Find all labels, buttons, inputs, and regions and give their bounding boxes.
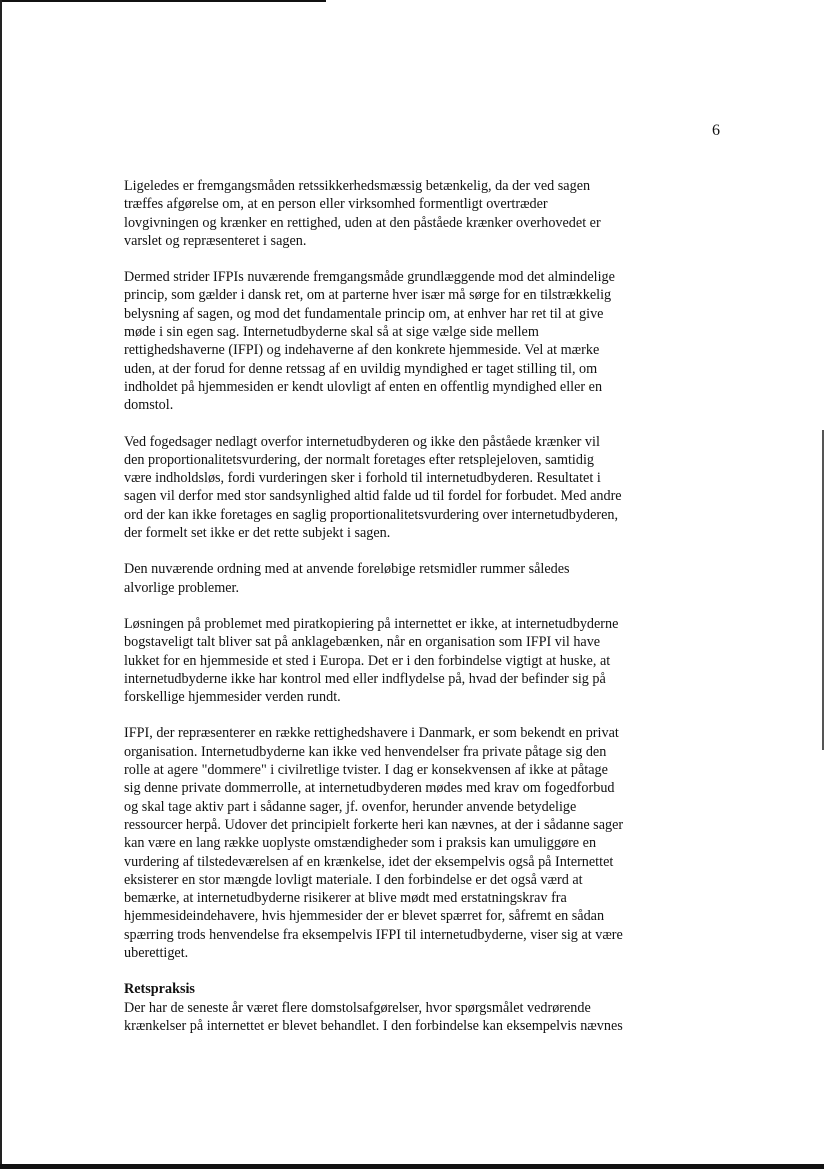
text-line: ressourcer herpå. Udover det principielt forkerte heri kan nævnes, at der i sådanne sager bbox=[124, 816, 624, 833]
text-line: kan være en lang række uoplyste omstændigheder som i praksis kan umuliggøre en bbox=[124, 835, 597, 852]
scan-edge-left bbox=[0, 0, 2, 1169]
text-line: eksisterer en stor mængde lovligt materiale. I den forbindelse er det også værd at bbox=[124, 871, 583, 888]
paragraph-4 bbox=[124, 560, 684, 597]
text-line: sig denne private dommerrolle, at internetudbyderen mødes med krav om fogedforbud bbox=[124, 780, 615, 797]
paragraph-3 bbox=[124, 433, 684, 543]
text-line: uberettiget. bbox=[124, 944, 189, 961]
text-line: princip, som gælder i dansk ret, om at parterne hver især må sørge for en tilstrækkelig bbox=[124, 287, 612, 304]
section-retspraksis bbox=[124, 980, 684, 1035]
paragraph-5 bbox=[124, 615, 684, 706]
text-line: Den nuværende ordning med at anvende foreløbige retsmidler rummer således bbox=[124, 561, 570, 578]
text-line: Ligeledes er fremgangsmåden retssikkerhedsmæssig betænkelig, da der ved sagen bbox=[124, 178, 591, 194]
text-line: den proportionalitetsvurdering, der normalt foretages efter retsplejeloven, samtidig bbox=[124, 451, 595, 468]
text-line: Der har de seneste år været flere domstolsafgørelser, hvor spørgsmålet vedrørende bbox=[124, 999, 591, 1016]
text-line: lukket for en hjemmeside et sted i Europa. Det er i den forbindelse vigtigt at huske, at bbox=[124, 652, 611, 669]
text-line: bogstaveligt talt bliver sat på anklagebænken, når en organisation som IFPI vil have bbox=[124, 634, 601, 651]
text-line: uden, at der forud for denne retssag af en uvildig myndighed er taget stilling til, om bbox=[124, 360, 598, 377]
document-body bbox=[124, 177, 684, 1035]
scan-edge-bottom bbox=[0, 1164, 824, 1169]
paragraph-2 bbox=[124, 268, 684, 414]
text-line: bemærke, at internetudbyderne risikerer at blive mødt med erstatningskrav fra bbox=[124, 890, 567, 907]
text-line: indholdet på hjemmesiden er kendt ulovligt af enten en offentlig myndighed eller en bbox=[124, 378, 603, 395]
paragraph-6 bbox=[124, 724, 684, 962]
text-line: Ved fogedsager nedlagt overfor internetudbyderen og ikke den påståede krænker vil bbox=[124, 433, 600, 450]
text-line: spærring trods henvendelse fra eksempelvis IFPI til internetudbyderne, viser sig at være bbox=[124, 926, 623, 943]
text-line: der formelt set ikke er det rette subjekt i sagen. bbox=[124, 525, 391, 542]
text-line: alvorlige problemer. bbox=[124, 579, 240, 596]
scan-edge-top bbox=[0, 0, 326, 2]
text-line: forskellige hjemmesider verden rundt. bbox=[124, 689, 341, 706]
text-line: rettighedshaverne (IFPI) og indehaverne af den konkrete hjemmeside. Vel at mærke bbox=[124, 342, 600, 359]
text-line: organisation. Internetudbyderne kan ikke ved henvendelser fra private påtage sig den bbox=[124, 743, 607, 760]
text-line: krænkelser på internettet er blevet behandlet. I den forbindelse kan eksempelvis nævnes bbox=[124, 1017, 623, 1034]
text-line: varslet og repræsenteret i sagen. bbox=[124, 232, 307, 249]
page-number: 6 bbox=[712, 122, 720, 139]
text-line: træffes afgørelse om, at en person eller virksomhed formentligt overtræder bbox=[124, 196, 548, 213]
section-heading: Retspraksis bbox=[124, 981, 195, 998]
text-line: domstol. bbox=[124, 397, 174, 414]
text-line: Løsningen på problemet med piratkopiering på internettet er ikke, at internetudbyderne bbox=[124, 615, 619, 632]
text-line: rolle at agere "dommere" i civilretlige tvister. I dag er konsekvensen af ikke at påtage bbox=[124, 762, 608, 779]
text-line: belysning af sagen, og mod det fundamentale princip om, at enhver har ret til at give bbox=[124, 305, 604, 322]
text-line: hjemmesideindehavere, hvis hjemmesider der er blevet spærret for, såfremt en sådan bbox=[124, 908, 605, 925]
paragraph-1 bbox=[124, 177, 684, 250]
text-line: være indholdsløs, fordi vurderingen sker i forhold til internetudbyderen. Resultatet i bbox=[124, 470, 601, 487]
text-line: IFPI, der repræsenterer en række rettighedshavere i Danmark, er som bekendt en privat bbox=[124, 725, 619, 742]
text-line: sagen vil derfor med stor sandsynlighed altid falde ud til fordel for forbudet. Med andre bbox=[124, 488, 622, 505]
text-line: Dermed strider IFPIs nuværende fremgangsmåde grundlæggende mod det almindelige bbox=[124, 269, 615, 286]
text-line: møde i sin egen sag. Internetudbyderne skal så at sige vælge side mellem bbox=[124, 324, 539, 341]
text-line: lovgivningen og krænker en rettighed, uden at den påståede krænker overhovedet er bbox=[124, 214, 601, 231]
text-line: ord der kan ikke foretages en saglig proportionalitetsvurdering over internetudbyderen, bbox=[124, 506, 619, 523]
text-line: vurdering af tilstedeværelsen af en krænkelse, idet der eksempelvis også på Internettet bbox=[124, 853, 614, 870]
text-line: og skal tage aktiv part i sådanne sager, jf. ovenfor, herunder anvende betydelige bbox=[124, 798, 577, 815]
text-line: internetudbyderne ikke har kontrol med eller indflydelse på, hvad der befinder sig på bbox=[124, 670, 606, 687]
